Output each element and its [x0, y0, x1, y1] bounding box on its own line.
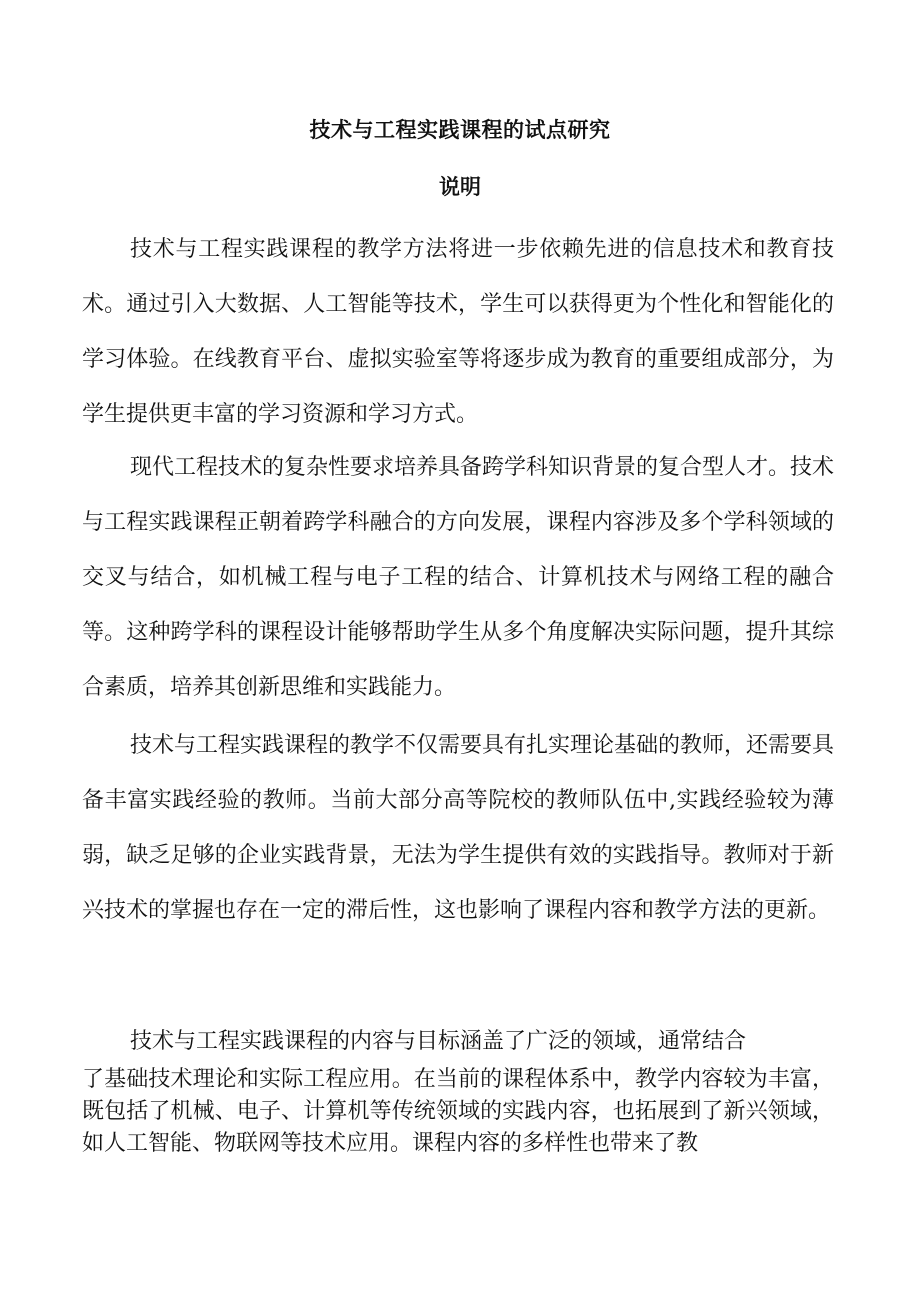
- paragraph-4-continuation: 了基础技术理论和实际工程应用。在当前的课程体系中，教学内容较为丰富，既包括了机械、电子、计算机等传统领域的实践内容，也拓展到了新兴领域，如人工智能、物联网等技术应用。课程内容的多样性也带来了教: [82, 1067, 834, 1156]
- section-heading: 说明: [439, 174, 481, 199]
- document-title: 技术与工程实践课程的试点研究: [309, 117, 611, 142]
- paragraph-1: 技术与工程实践课程的教学方法将进一步依赖先进的信息技术和教育技术。通过引入大数据、人工智能等技术，学生可以获得更为个性化和智能化的学习体验。在线教育平台、虚拟实验室等将逐步成为教育的重要组成部分，为学生提供更丰富的学习资源和学习方式。: [82, 237, 834, 427]
- paragraph-2: 现代工程技术的复杂性要求培养具备跨学科知识背景的复合型人才。技术与工程实践课程正朝着跨学科融合的方向发展，课程内容涉及多个学科领域的交叉与结合，如机械工程与电子工程的结合、计算机技术与网络工程的融合等。这种跨学科的课程设计能够帮助学生从多个角度解决实际问题，提升其综合素质，培养其创新思维和实践能力。: [82, 455, 835, 700]
- paragraph-4-first-line: 技术与工程实践课程的内容与目标涵盖了广泛的领域，通常结合: [130, 1029, 747, 1054]
- paragraph-3: 技术与工程实践课程的教学不仅需要具有扎实理论基础的教师，还需要具备丰富实践经验的教师。当前大部分高等院校的教师队伍中,实践经验较为薄弱，缺乏足够的企业实践背景，无法为学生提供有效的实践指导。教师对于新兴技术的掌握也存在一定的滞后性，这也影响了课程内容和教学方法的更新。: [82, 733, 835, 923]
